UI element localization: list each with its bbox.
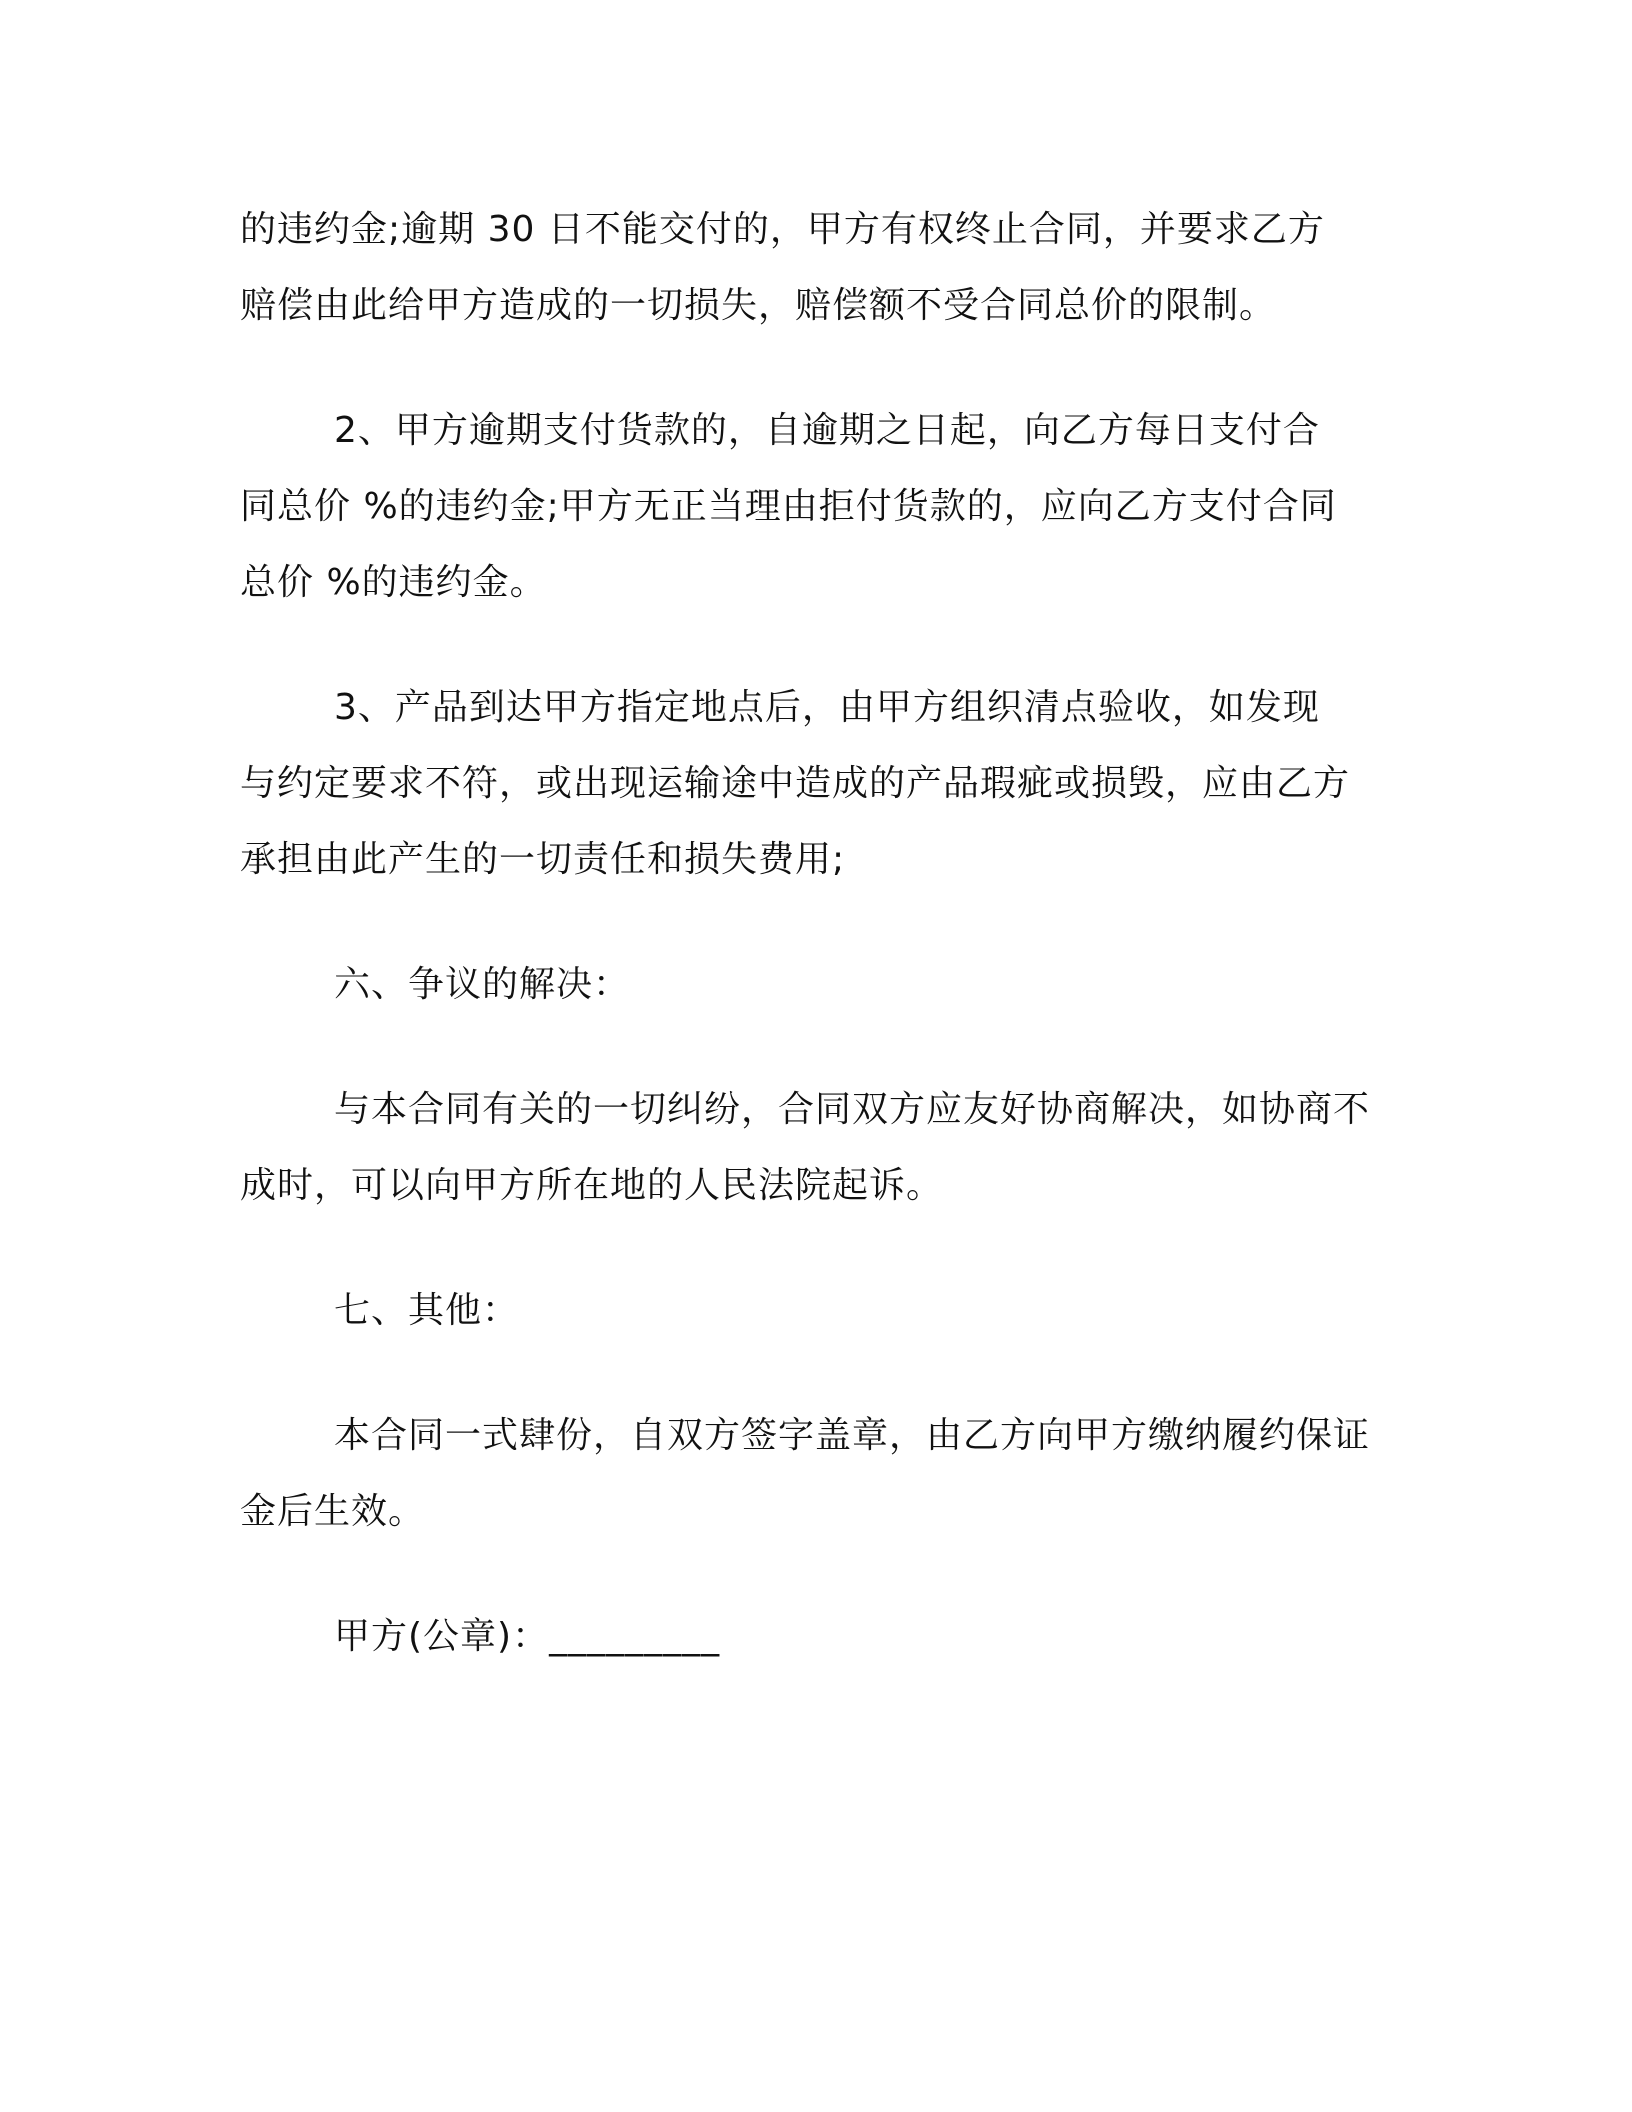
paragraph-clause-3: 3、产品到达甲方指定地点后，由甲方组织清点验收，如发现与约定要求不符，或出现运输途中造成的产品瑕疵或损毁，应由乙方承担由此产生的一切责任和损失费用; bbox=[240, 687, 1351, 880]
signature-party-a: 甲方(公章)：_________ bbox=[334, 1616, 721, 1657]
paragraph-dispute-resolution: 与本合同有关的一切纠纷，合同双方应友好协商解决，如协商不成时，可以向甲方所在地的人民法院起诉。 bbox=[240, 1089, 1371, 1206]
paragraph-clause-2: 2、甲方逾期支付货款的，自逾期之日起，向乙方每日支付合同总价 %的违约金;甲方无正当理由拒付货款的，应向乙方支付合同总价 %的违约金。 bbox=[240, 410, 1337, 603]
paragraph-penalty-continuation: 的违约金;逾期 30 日不能交付的，甲方有权终止合同，并要求乙方赔偿由此给甲方造成的一切损失，赔偿额不受合同总价的限制。 bbox=[240, 209, 1325, 326]
section-heading-dispute: 六、争议的解决： bbox=[334, 964, 631, 1005]
document-body bbox=[240, 192, 1380, 1724]
paragraph-other-terms: 本合同一式肆份，自双方签字盖章，由乙方向甲方缴纳履约保证金后生效。 bbox=[240, 1415, 1371, 1532]
section-heading-other: 七、其他： bbox=[334, 1290, 520, 1331]
